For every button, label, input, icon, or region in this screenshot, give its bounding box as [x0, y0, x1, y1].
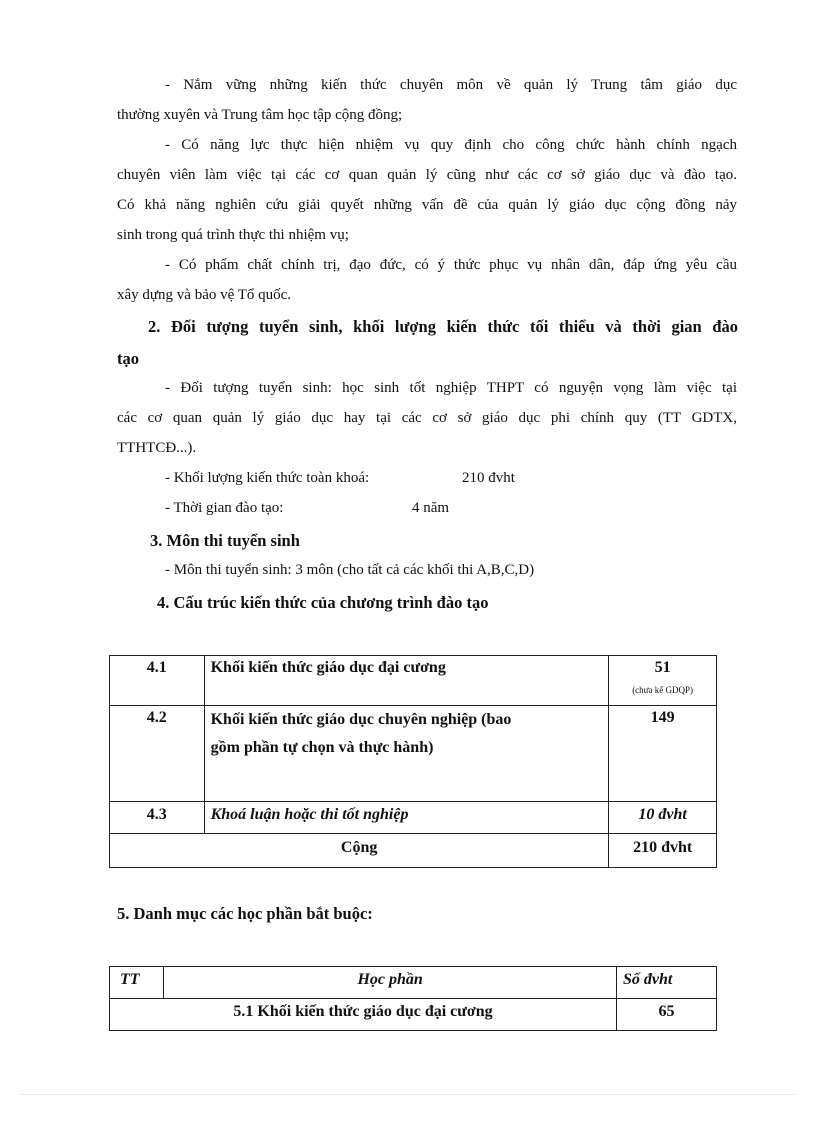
row-credits: 149 — [609, 706, 717, 802]
row-title-line-2: gồm phần tự chọn và thực hành) — [210, 739, 434, 756]
knowledge-structure-table — [109, 655, 717, 868]
volume-value: 210 đvht — [462, 470, 515, 486]
table-row — [110, 802, 717, 834]
header-tt: TT — [110, 967, 164, 999]
table-row — [110, 656, 717, 706]
table-row — [110, 706, 717, 802]
credits-note: (chưa kể GDQP) — [632, 685, 694, 695]
total-value: 210 đvht — [609, 834, 717, 868]
target-line-1: - Đối tượng tuyển sinh: học sinh tốt nghiệp THPT có nguyện vọng làm việc tại — [165, 380, 737, 396]
section-3-heading: 3. Môn thi tuyển sinh — [150, 531, 300, 550]
header-course: Học phần — [164, 967, 617, 999]
row-code: 4.2 — [110, 706, 205, 802]
duration-label: - Thời gian đào tạo: — [165, 500, 284, 516]
section-2-heading-line-2: tạo — [117, 349, 139, 368]
volume-label: - Khối lượng kiến thức toàn khoá: — [165, 470, 370, 486]
section-4-heading: 4. Cấu trúc kiến thức của chương trình đào tạo — [157, 593, 489, 612]
paragraph-3-line-2: xây dựng và bảo vệ Tổ quốc. — [117, 287, 292, 303]
section-5-heading: 5. Danh mục các học phần bắt buộc: — [117, 904, 373, 923]
target-line-2: các cơ quan quản lý giáo dục hay tại các cơ sở giáo dục phi chính quy (TT GDTX, — [117, 410, 737, 426]
duration-value: 4 năm — [412, 500, 450, 516]
paragraph-1-line-1: - Nắm vững những kiến thức chuyên môn về quản lý Trung tâm giáo dục — [165, 77, 737, 93]
target-line-3: TTHTCĐ...). — [117, 440, 197, 456]
row-code: 4.3 — [110, 802, 205, 834]
row-title — [204, 706, 609, 802]
section-2-heading-line-1: 2. Đối tượng tuyển sinh, khối lượng kiến thức tối thiểu và thời gian đào — [148, 317, 738, 336]
row-title-line-1: Khối kiến thức giáo dục chuyên nghiệp (bao — [210, 711, 512, 728]
header-credits: Số đvht — [617, 967, 717, 999]
required-courses-table — [109, 966, 717, 1031]
paragraph-2-line-1: - Có năng lực thực hiện nhiệm vụ quy định cho công chức hành chính ngạch — [165, 137, 737, 153]
page-bottom-divider — [20, 1094, 796, 1095]
row-code: 4.1 — [110, 656, 205, 706]
paragraph-2-line-4: sinh trong quá trình thực thi nhiệm vụ; — [117, 227, 349, 243]
section-3-text: - Môn thi tuyển sinh: 3 môn (cho tất cả các khối thi A,B,C,D) — [165, 562, 535, 578]
paragraph-1-line-2: thường xuyên và Trung tâm học tập cộng đồng; — [117, 107, 403, 123]
total-label: Cộng — [110, 834, 609, 868]
credits-value: 51 — [654, 659, 671, 676]
row-credits: 10 đvht — [609, 802, 717, 834]
paragraph-3-line-1: - Có phẩm chất chính trị, đạo đức, có ý thức phục vụ nhân dân, đáp ứng yêu cầu — [165, 257, 737, 273]
table-row — [110, 999, 717, 1031]
group-credits: 65 — [617, 999, 717, 1031]
paragraph-2-line-3: Có khả năng nghiên cứu giải quyết những vấn đề của quản lý giáo dục cộng đồng nảy — [117, 197, 737, 213]
table-total-row — [110, 834, 717, 868]
paragraph-2-line-2: chuyên viên làm việc tại các cơ quan quản lý cũng như các cơ sở giáo dục và đào tạo. — [117, 167, 737, 183]
row-credits — [609, 656, 717, 706]
row-title: Khoá luận hoặc thi tốt nghiệp — [204, 802, 609, 834]
table-header-row — [110, 967, 717, 999]
group-title: 5.1 Khối kiến thức giáo dục đại cương — [110, 999, 617, 1031]
row-title: Khối kiến thức giáo dục đại cương — [204, 656, 609, 706]
